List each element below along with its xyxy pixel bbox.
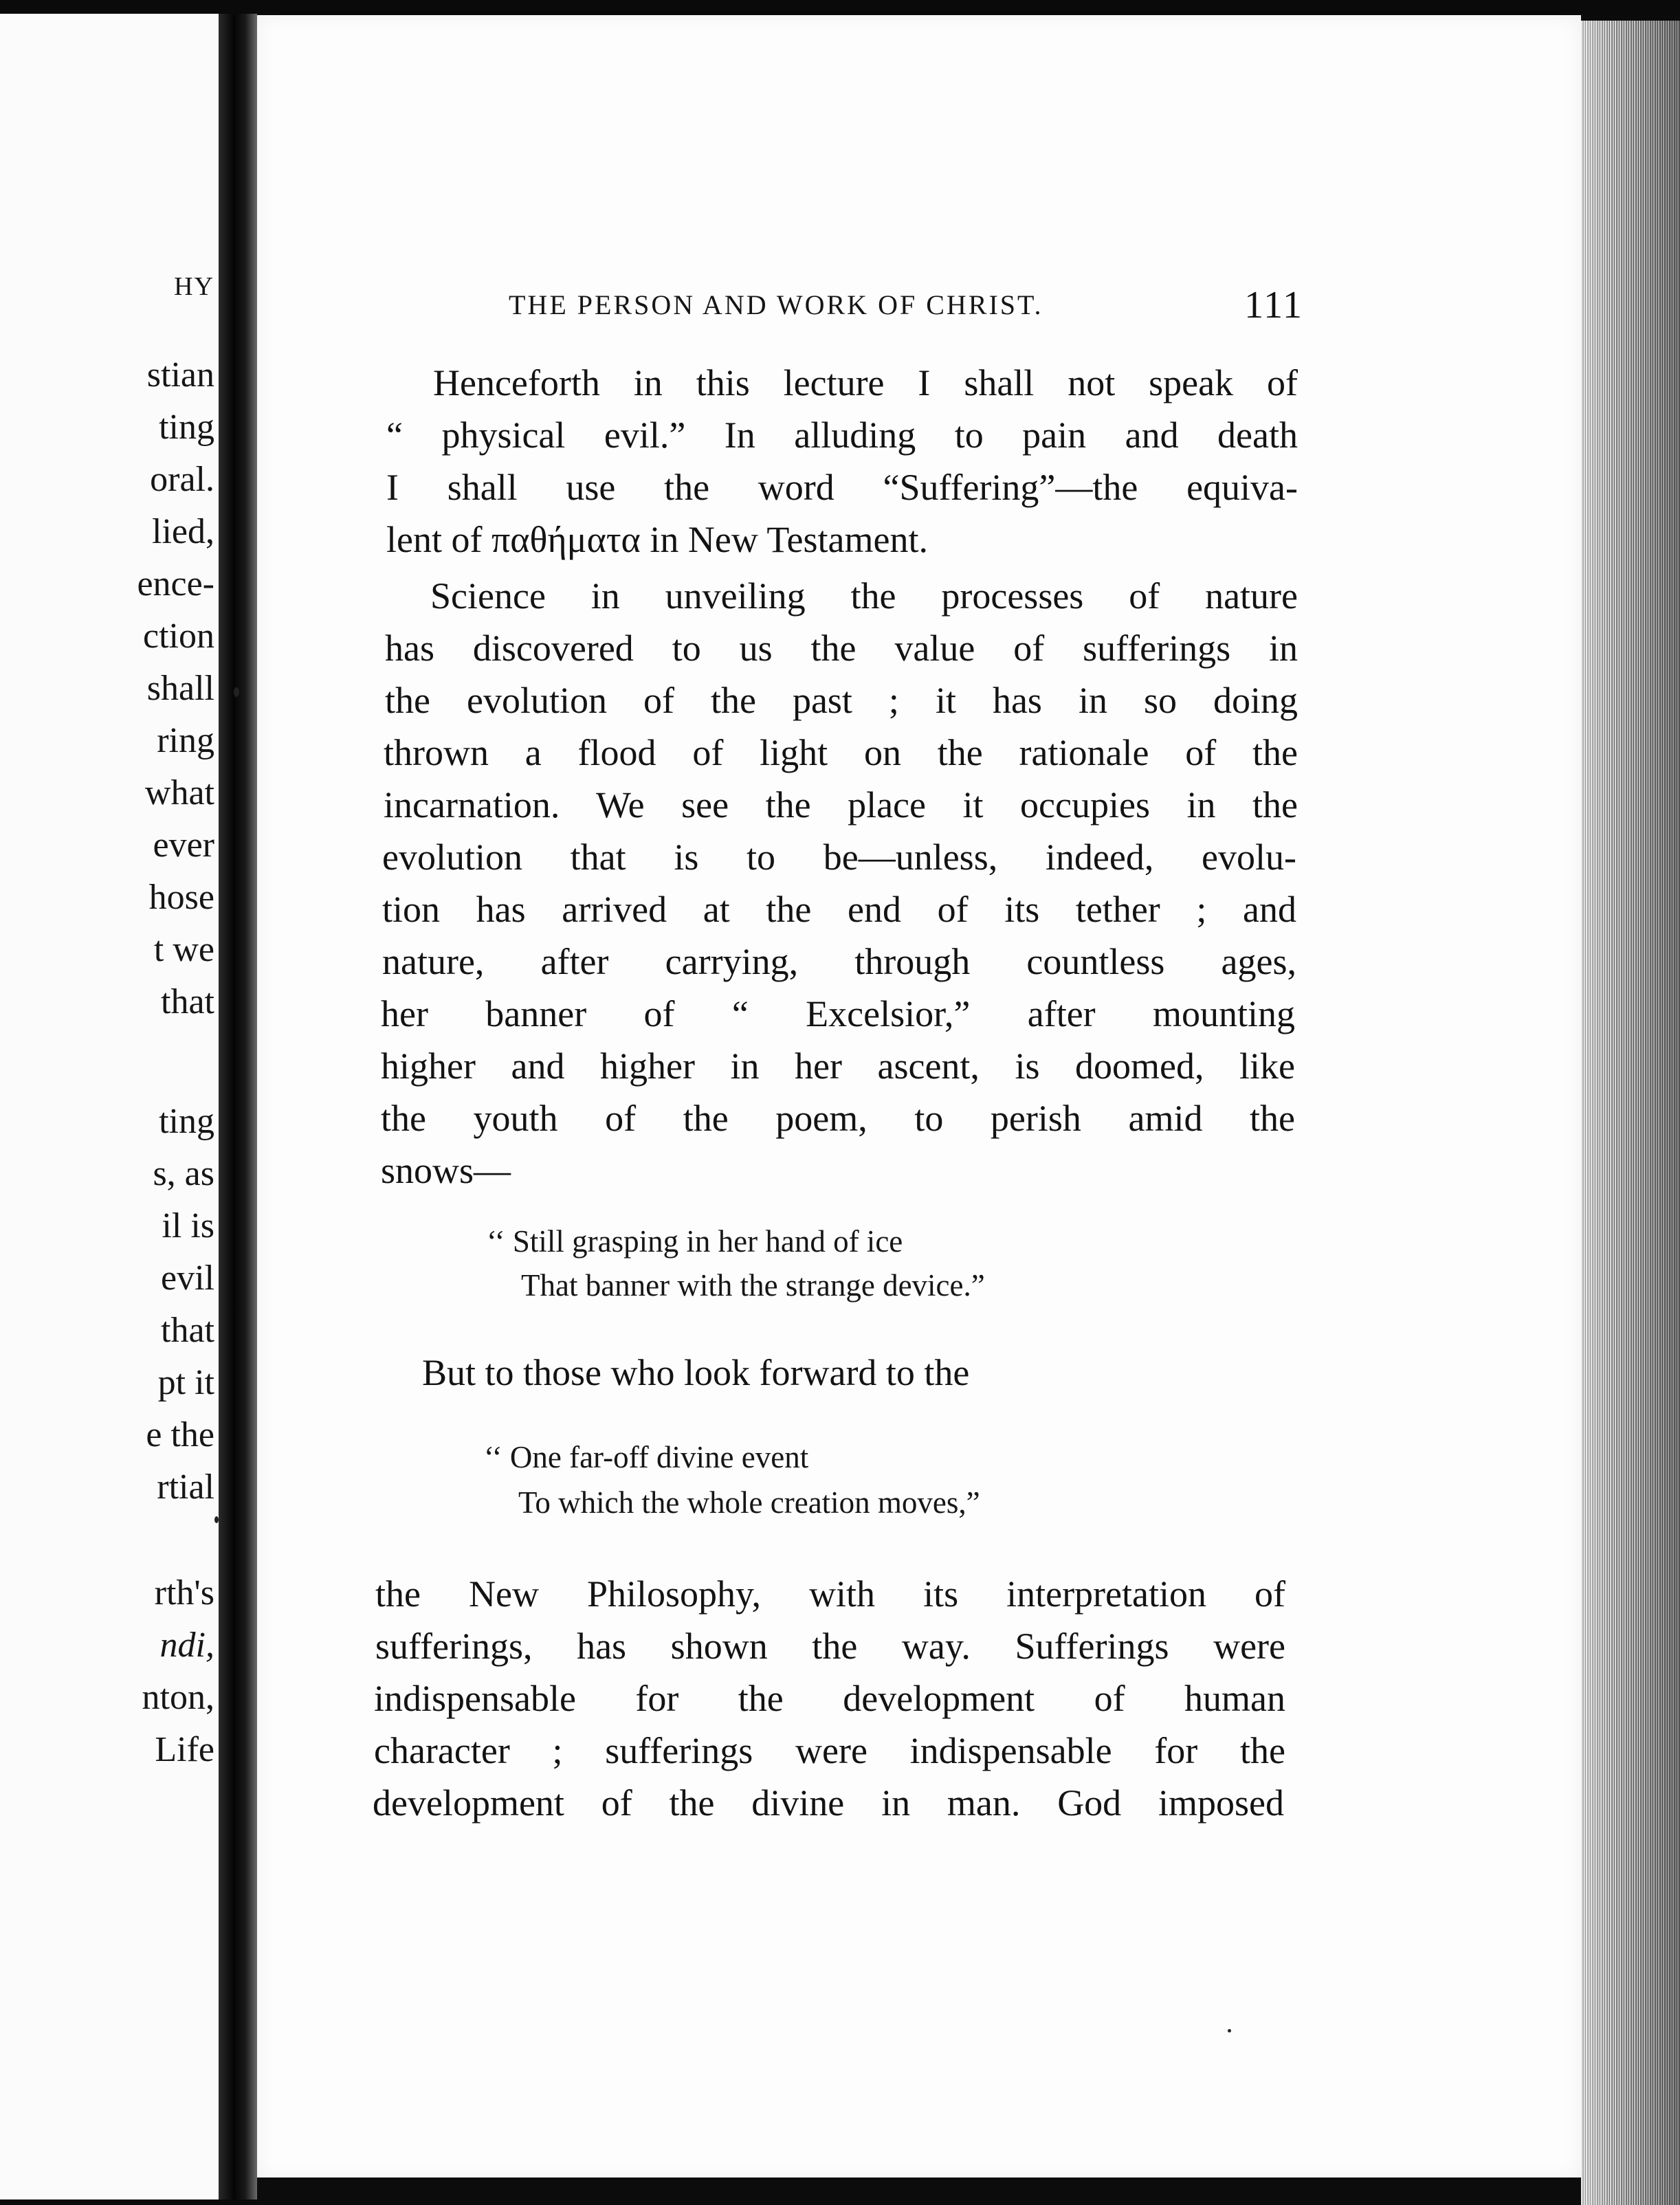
facing-page-line: evil [161,1259,214,1298]
body-line: thrown a flood of light on the rationale of the [384,732,1298,773]
facing-page-line: hose [148,878,214,917]
body-line: evolution that is to be—unless, indeed, evolu- [382,836,1296,878]
facing-page-line: rtial [157,1467,214,1507]
body-line: sufferings, has shown the way. Sufferings were [375,1626,1285,1667]
page-edge-shading [1581,21,1680,2205]
scan-speck [214,1516,219,1523]
facing-page-line: ction [143,617,214,656]
facing-page-line: that [161,982,214,1021]
facing-page-line: ever [153,826,214,865]
facing-page-line: shall [146,669,214,708]
facing-page-line: ting [159,408,214,447]
body-line: “ physical evil.” In alluding to pain and death [386,414,1298,456]
body-line: I shall use the word “Suffering”—the equiva- [386,467,1298,508]
body-line: indispensable for the development of human [374,1678,1285,1719]
verse-line: ‘‘ Still grasping in her hand of ice [487,1224,903,1259]
scan-speck [234,687,239,697]
scan-speck [1228,2029,1231,2032]
body-line: higher and higher in her ascent, is doomed, like [381,1045,1295,1087]
facing-page-line: e the [146,1415,214,1454]
facing-page-line: stian [146,355,214,395]
body-line: character ; sufferings were indispensable for the [374,1730,1285,1771]
body-line: lent of παθήματα in New Testament. [386,519,928,560]
body-line: Henceforth in this lecture I shall not speak of [433,362,1298,403]
running-title: THE PERSON AND WORK OF CHRIST. [509,289,1043,320]
facing-page-header-fragment: HY [174,272,214,301]
bottom-scan-border [257,2178,1581,2205]
facing-page-line: nton, [142,1678,214,1717]
facing-page-line: what [144,773,214,812]
body-line: development of the divine in man. God imposed [373,1782,1284,1824]
facing-page-line: lied, [152,512,214,551]
body-line: But to those who look forward to the [422,1352,970,1393]
body-line: her banner of “ Excelsior,” after mounting [381,993,1295,1034]
running-header [509,283,1303,324]
body-line: snows— [381,1150,511,1191]
verse-line: ‘‘ One far-off divine event [484,1440,809,1474]
verse-line: That banner with the strange device.” [521,1268,985,1303]
body-line: incarnation. We see the place it occupies in the [384,784,1298,826]
facing-page-line: ting [159,1102,214,1141]
facing-page-line: Life [155,1730,214,1769]
book-gutter [219,14,257,2200]
facing-page-line: pt it [157,1363,214,1402]
verse-line: To which the whole creation moves,” [518,1485,980,1520]
facing-page-line: il is [162,1206,214,1245]
facing-page-line: ring [157,721,214,760]
body-line: nature, after carrying, through countless ages, [382,941,1296,982]
body-line: the New Philosophy, with its interpretation of [375,1573,1285,1615]
body-line: tion has arrived at the end of its tether ; and [382,889,1296,930]
page-number: 111 [1244,284,1303,326]
facing-page-line: rth's [154,1573,214,1613]
facing-page-line: ence- [137,564,214,603]
facing-page-line: s, as [153,1154,214,1193]
body-line: the youth of the poem, to perish amid the [381,1098,1295,1139]
body-line: Science in unveiling the processes of nature [430,575,1298,617]
facing-page-line: t we [153,930,214,969]
body-line: has discovered to us the value of sufferings in [385,628,1298,669]
facing-page-left [0,14,219,2200]
facing-page-line: oral. [150,460,214,499]
body-line: the evolution of the past ; it has in so doing [385,680,1298,721]
facing-page-line: ndi, [159,1626,214,1665]
facing-page-line: that [161,1311,214,1350]
